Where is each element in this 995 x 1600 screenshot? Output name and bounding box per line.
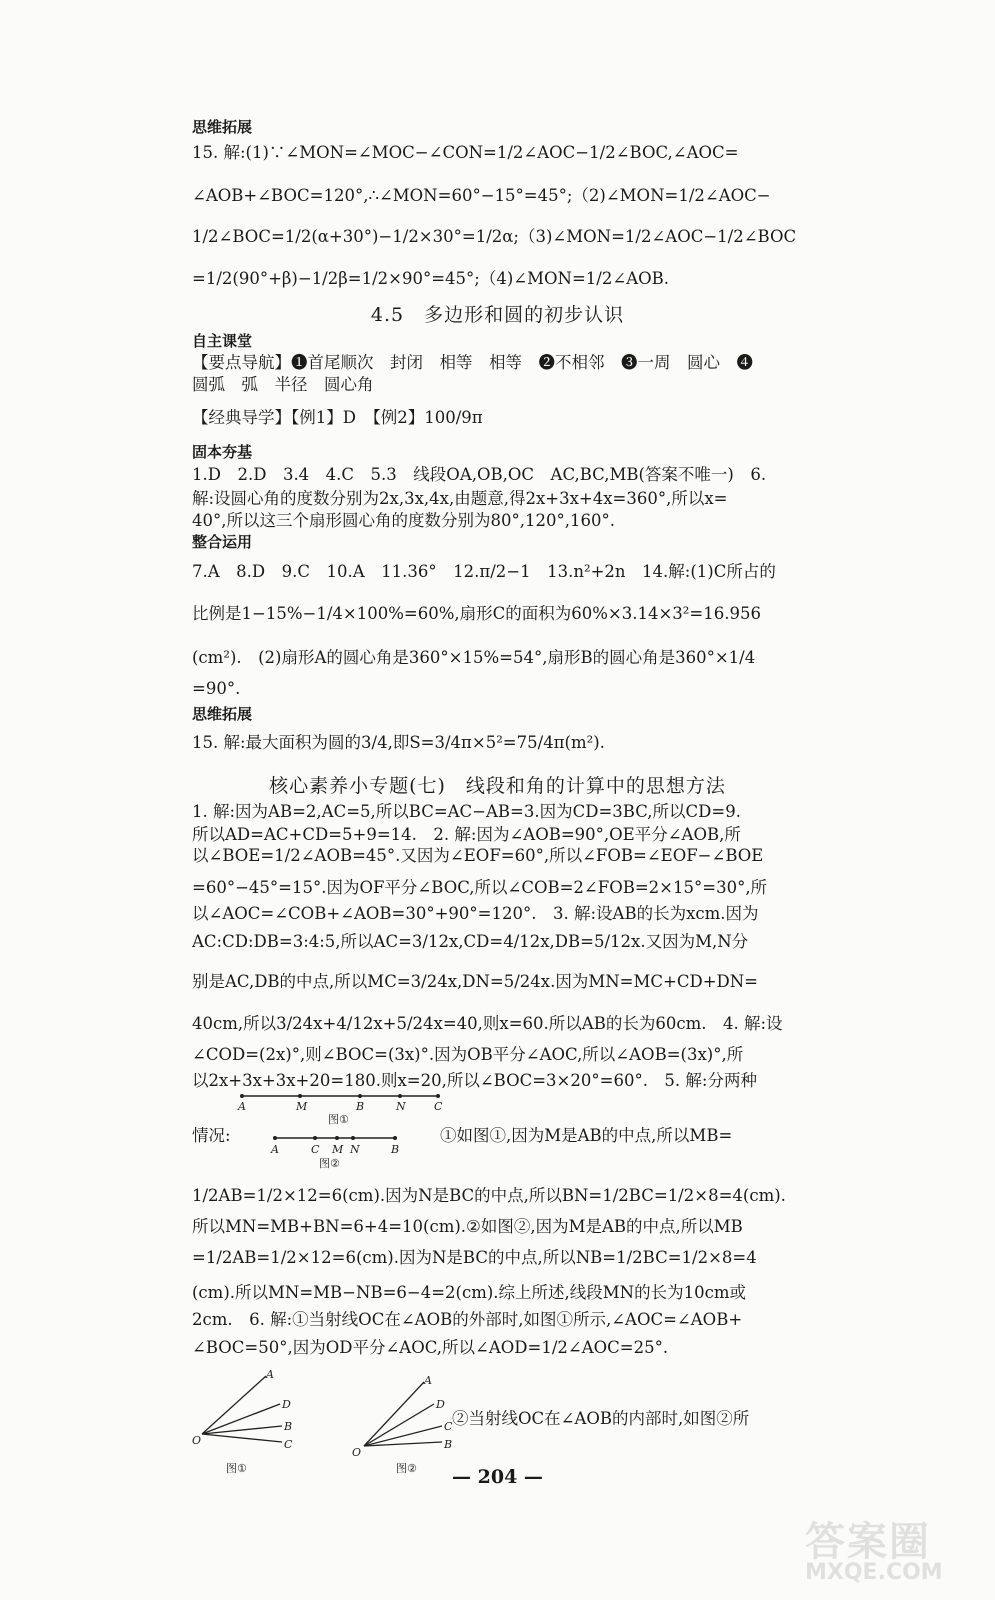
text-line: 15. 解:最大面积为圆的3/4,即S=3/4π×5²=75/4π(m²). xyxy=(192,733,605,752)
text-line: 15. 解:(1)∵∠MON=∠MOC−∠CON=1/2∠AOC−1/2∠BOC,∠AOC= xyxy=(192,143,739,162)
figure-caption: 图① xyxy=(328,1113,349,1126)
point-label: A xyxy=(266,1368,274,1381)
angle-figure-1 xyxy=(190,1368,310,1478)
point-label: D xyxy=(436,1398,445,1411)
text-line: ∠COD=(2x)°,则∠BOC=(3x)°.因为OB平分∠AOC,所以∠AOB=(3x)°,所 xyxy=(192,1045,744,1064)
segment-figure-2 xyxy=(265,1130,415,1174)
text-line: ∠AOB+∠BOC=120°,∴∠MON=60°−15°=45°;（2)∠MON=1/2∠AOC− xyxy=(192,186,771,205)
text-line: 1/2AB=1/2×12=6(cm).因为N是BC的中点,所以BN=1/2BC=1/2×8=4(cm). xyxy=(192,1186,786,1205)
text-line: 比例是1−15%−1/4×100%=60%,扇形C的面积为60%×3.14×3²=16.956 xyxy=(192,604,761,623)
point-label: O xyxy=(192,1434,202,1447)
point-label: B xyxy=(391,1143,400,1156)
heading-basics: 固本夯基 xyxy=(192,443,253,461)
point-label: A xyxy=(271,1143,279,1156)
heading-self-class: 自主课堂 xyxy=(192,332,253,350)
text-line: 圆弧 弧 半径 圆心角 xyxy=(192,375,374,394)
point-label: B xyxy=(444,1438,453,1451)
text-line: =60°−45°=15°.因为OF平分∠BOC,所以∠COB=2∠FOB=2×15°=30°,所 xyxy=(192,878,768,897)
watermark-text: 答案圈 xyxy=(805,1519,931,1565)
watermark-url: MXQE.COM xyxy=(805,1560,943,1585)
point-label: O xyxy=(352,1446,362,1459)
text-line: 解:设圆心角的度数分别为2x,3x,4x,由题意,得2x+3x+4x=360°,所以x= xyxy=(192,489,728,508)
text-line: ∠BOC=50°,因为OD平分∠AOC,所以∠AOD=1/2∠AOC=25°. xyxy=(192,1338,669,1357)
figure-caption: 图② xyxy=(319,1157,340,1170)
text-line: 以∠BOE=1/2∠AOB=45°.又因为∠EOF=60°,所以∠FOB=∠EOF−∠BOE xyxy=(192,846,764,865)
point-label: M xyxy=(296,1100,308,1113)
figure-caption: 图① xyxy=(226,1462,247,1475)
text-line: 所以MN=MB+BN=6+4=10(cm).②如图②,因为M是AB的中点,所以MB xyxy=(192,1217,743,1236)
point-label: B xyxy=(356,1100,365,1113)
text-line: (cm).所以MN=MB−NB=6−4=2(cm).综上所述,线段MN的长为10cm或 xyxy=(192,1283,747,1302)
point-label: C xyxy=(444,1420,453,1433)
point-label: A xyxy=(424,1374,432,1387)
text-line: =1/2AB=1/2×12=6(cm).因为N是BC的中点,所以NB=1/2BC=1/2×8=4 xyxy=(192,1248,757,1267)
text-line: 别是AC,DB的中点,所以MC=3/24x,DN=5/24x.因为MN=MC+CD+DN= xyxy=(192,972,759,991)
text-line: 以2x+3x+3x+20=180.则x=20,所以∠BOC=3×20°=60°. 5. 解:分两种 xyxy=(192,1071,757,1090)
text-line: =1/2(90°+β)−1/2β=1/2×90°=45°;（4)∠MON=1/2∠AOB. xyxy=(192,269,670,288)
point-label: M xyxy=(332,1143,344,1156)
situation-label: 情况: xyxy=(192,1126,231,1145)
point-label: C xyxy=(434,1100,443,1113)
text-line: 以∠AOC=∠COB+∠AOB=30°+90°=120°. 3. 解:设AB的长为xcm.因为 xyxy=(192,904,759,923)
watermark xyxy=(805,1510,985,1590)
text-line: (cm²). (2)扇形A的圆心角是360°×15%=54°,扇形B的圆心角是360°×1/4 xyxy=(192,648,756,667)
heading-thinking-1: 思维拓展 xyxy=(192,118,253,136)
text-line: =90°. xyxy=(192,679,241,698)
point-label: D xyxy=(282,1398,291,1411)
text-line: 1. 解:因为AB=2,AC=5,所以BC=AC−AB=3.因为CD=3BC,所以CD=9. xyxy=(192,802,741,821)
text-line: AC:CD:DB=3:4:5,所以AC=3/12x,CD=4/12x,DB=5/12x.又因为M,N分 xyxy=(192,932,749,951)
text-line: 2cm. 6. 解:①当射线OC在∠AOB的外部时,如图①所示,∠AOC=∠AOB+ xyxy=(192,1310,743,1329)
text-line: ①如图①,因为M是AB的中点,所以MB= xyxy=(440,1126,733,1145)
angle-figure-2 xyxy=(350,1372,460,1478)
section-title-special: 核心素养小专题(七) 线段和角的计算中的思想方法 xyxy=(269,775,726,797)
page-number: — 204 — xyxy=(452,1466,543,1488)
point-label: A xyxy=(238,1100,246,1113)
point-label: N xyxy=(350,1143,360,1156)
text-line: 1/2∠BOC=1/2(α+30°)−1/2×30°=1/2α;（3)∠MON=1/2∠AOC−1/2∠BOC xyxy=(192,227,797,246)
text-line: 40cm,所以3/24x+4/12x+5/24x=40,则x=60.所以AB的长为60cm. 4. 解:设 xyxy=(192,1014,783,1033)
heading-integrate: 整合运用 xyxy=(192,533,253,551)
text-line: 所以AD=AC+CD=5+9=14. 2. 解:因为∠AOB=90°,OE平分∠AOB,所 xyxy=(192,825,741,844)
figure-caption: 图② xyxy=(396,1462,417,1475)
text-line: 【要点导航】❶首尾顺次 封闭 相等 相等 ❷不相邻 ❸一周 圆心 ❹ xyxy=(192,353,753,372)
text-line: 【经典导学】【例1】D 【例2】100/9π xyxy=(192,408,483,427)
text-line: 7.A 8.D 9.C 10.A 11.36° 12.π/2−1 13.n²+2n 14.解:(1)C所占的 xyxy=(192,562,776,581)
point-label: C xyxy=(311,1143,320,1156)
text-line: 1.D 2.D 3.4 4.C 5.3 线段OA,OB,OC AC,BC,MB(答案不唯一) 6. xyxy=(192,465,767,484)
text-line: 40°,所以这三个扇形圆心角的度数分别为80°,120°,160°. xyxy=(192,511,615,530)
point-label: N xyxy=(396,1100,406,1113)
section-title-4-5: 4.5 多边形和圆的初步认识 xyxy=(370,304,625,326)
point-label: C xyxy=(284,1438,293,1451)
segment-figure-1 xyxy=(230,1090,450,1126)
heading-thinking-2: 思维拓展 xyxy=(192,705,253,723)
point-label: B xyxy=(284,1420,293,1433)
text-line: ②当射线OC在∠AOB的内部时,如图②所 xyxy=(452,1409,750,1428)
